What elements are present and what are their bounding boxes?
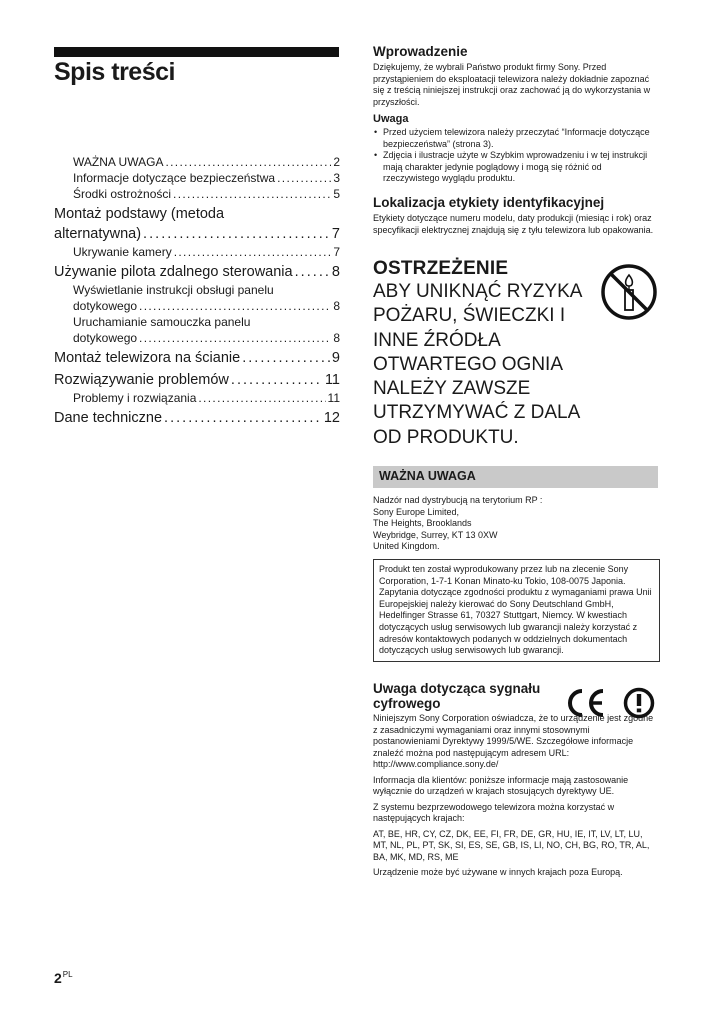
- digital-heading-line1: Uwaga dotycząca sygnału: [373, 681, 541, 696]
- toc-entry-label: alternatywna): [54, 226, 142, 242]
- distribution-address: [373, 495, 658, 553]
- warning-heading: OSTRZEŻENIE: [373, 258, 509, 279]
- toc-entry-label-line[interactable]: Montaż podstawy (metoda: [54, 206, 225, 222]
- table-of-contents: [54, 154, 340, 428]
- toc-entry-label: Montaż telewizora na ścianie: [54, 350, 241, 366]
- toc-entry-label: Środki ostrożności: [73, 187, 172, 201]
- toc-page-number: 7: [331, 226, 340, 242]
- address-line: Sony Europe Limited,: [373, 506, 460, 517]
- toc-entry-label: dotykowego: [73, 331, 138, 345]
- toc-entry[interactable]: [54, 330, 340, 346]
- toc-page-number: 2: [333, 155, 340, 169]
- toc-entry-label-line[interactable]: Uruchamianie samouczka panelu: [73, 315, 251, 329]
- country-list: AT, BE, HR, CY, CZ, DK, EE, FI, FR, DE, GR, HU, IE, IT, LV, LT, LU, MT, NL, PL, PT, SK, SI, ES, SE, GB, IS, LI, NO, CH, BG, RO, TR, AL, BA, MK, MD, RS, ME: [373, 828, 650, 862]
- toc-entry-label: Problemy i rozwiązania: [73, 391, 197, 405]
- warning-text: ABY UNIKNĄĆ RYZYKA POŻARU, ŚWIECZKI I INNE ŹRÓDŁA OTWARTEGO OGNIA NALEŻY ZAWSZE UTRZYMYWAĆ Z DALA OD PRODUKTU.: [373, 281, 582, 448]
- toc-leader: [165, 154, 331, 170]
- toc-entry-label: WAŻNA UWAGA: [73, 155, 164, 169]
- toc-leader: [143, 224, 330, 244]
- toc-leader: [295, 262, 330, 282]
- toc-entry[interactable]: [54, 370, 340, 390]
- label-location-heading: Lokalizacja etykiety identyfikacyjnej: [373, 195, 605, 210]
- note-heading: Uwaga: [373, 113, 409, 125]
- toc-leader: [231, 370, 323, 390]
- toc-page-number: 3: [333, 171, 340, 185]
- toc-leader: [139, 330, 331, 346]
- toc-page-number: 8: [331, 264, 340, 280]
- digital-signal-section: [373, 681, 658, 879]
- intro-text: Dziękujemy, że wybrali Państwo produkt firmy Sony. Przed przystąpieniem do eksploatacji telewizora należy dokładnie zapoznać się z treścią niniejszej instrukcji oraz zachować ją do wykorzystania w przyszłości.: [373, 62, 651, 107]
- important-bar: [373, 466, 658, 488]
- exclamation-circle-icon: [623, 687, 655, 719]
- toc-entry[interactable]: [54, 170, 340, 186]
- toc-entry-label: dotykowego: [73, 299, 138, 313]
- customer-info-text: Informacja dla klientów: poniższe informacje mają zastosowanie wyłącznie do urządzeń w krajach stosujących dyrektywy UE.: [373, 774, 629, 796]
- toc-entry[interactable]: [54, 408, 340, 428]
- digital-heading-line2: cyfrowego: [373, 696, 441, 711]
- toc-page-number: 12: [323, 410, 340, 426]
- toc-entry[interactable]: [54, 224, 340, 244]
- label-location-section: [373, 195, 658, 236]
- toc-leader: [174, 244, 332, 260]
- list-item: • Przed użyciem telewizora należy przeczytać “Informacje dotyczące bezpieczeństwa” (strona 3).: [383, 127, 658, 150]
- address-line: Weybridge, Surrey, KT 13 0XW: [373, 529, 498, 540]
- toc-page-number: 8: [333, 331, 340, 345]
- title-rule: [54, 47, 339, 57]
- compliance-text: Niniejszym Sony Corporation oświadcza, że to urządzenie jest zgodne z zasadniczymi wymaganiami oraz innymi stosownymi postanowieniami Dyrektywy 1999/5/WE. Szczegółowe informacje znaleźć można pod następującym adresem URL:: [373, 713, 654, 758]
- toc-entry-label: Rozwiązywanie problemów: [54, 372, 229, 388]
- label-location-text: Etykiety dotyczące numeru modelu, daty produkcji (miesiąc i rok) oraz specyfikacji elektrycznej znajdują się z tyłu telewizora lub opakowania.: [373, 213, 654, 235]
- toc-leader: [198, 390, 325, 406]
- ce-mark-icon: [565, 687, 607, 719]
- toc-entry-label: Informacje dotyczące bezpieczeństwa: [73, 171, 276, 185]
- no-candle-icon: [600, 263, 658, 321]
- page-number: [54, 970, 73, 986]
- toc-page-number: 8: [333, 299, 340, 313]
- toc-entry[interactable]: [54, 186, 340, 202]
- toc-page-number: 9: [331, 350, 340, 366]
- toc-entry-label-line[interactable]: Wyświetlanie instrukcji obsługi panelu: [73, 283, 274, 297]
- manufacturer-box: [373, 559, 660, 662]
- toc-entry-label: Dane techniczne: [54, 410, 163, 426]
- wireless-countries-intro: Z systemu bezprzewodowego telewizora można korzystać w następujących krajach:: [373, 801, 615, 823]
- toc-entry[interactable]: [54, 262, 340, 282]
- note-list: [373, 127, 658, 185]
- language-code: PL: [62, 970, 73, 979]
- outside-europe-text: Urządzenie może być używane w innych krajach poza Europą.: [373, 867, 623, 877]
- toc-leader: [164, 408, 322, 428]
- address-line: Nadzór nad dystrybucją na terytorium RP :: [373, 495, 543, 505]
- address-line: The Heights, Brooklands: [373, 518, 472, 528]
- toc-leader: [173, 186, 331, 202]
- toc-leader: [277, 170, 331, 186]
- intro-heading: Wprowadzenie: [373, 44, 468, 59]
- toc-page-number: 5: [333, 187, 340, 201]
- toc-entry[interactable]: [54, 244, 340, 260]
- toc-leader: [242, 348, 330, 368]
- page-title: Spis treści: [54, 58, 175, 86]
- toc-entry[interactable]: [54, 154, 340, 170]
- manufacturer-text: Produkt ten został wyprodukowany przez lub na zlecenie Sony Corporation, 1-7-1 Konan Minato-ku Tokio, 108-0075 Japonia. Zapytania dotyczące zgodności produktu z wymaganiami prawa Unii Europejskiej należy kierować do Sony Deutschland GmbH, Hedelfinger Strasse 61, 70327 Stuttgart, Niemcy. W kwestiach dotyczących usług serwisowych lub gwarancji należy korzystać z adresów kontaktowych podanych w oddzielnych dokumentach dotyczących usług serwisowych lub gwarancji.: [379, 564, 652, 656]
- compliance-url[interactable]: http://www.compliance.sony.de/: [373, 759, 499, 769]
- list-item: • Zdjęcia i ilustracje użyte w Szybkim wprowadzeniu i w tej instrukcji mają charakter jedynie poglądowy i mogą się różnić od rzeczywistego wyglądu produktu.: [383, 150, 658, 185]
- intro-section: [373, 44, 658, 185]
- toc-entry-label: Używanie pilota zdalnego sterowania: [54, 264, 293, 280]
- toc-entry[interactable]: [54, 348, 340, 368]
- toc-page-number: 11: [327, 391, 340, 405]
- toc-leader: [139, 298, 331, 314]
- toc-entry[interactable]: [54, 298, 340, 314]
- page-number-value: 2: [54, 970, 62, 986]
- address-line: United Kingdom.: [373, 541, 440, 551]
- toc-page-number: 7: [333, 245, 340, 259]
- important-heading: WAŻNA UWAGA: [379, 469, 476, 483]
- toc-entry[interactable]: [54, 390, 340, 406]
- toc-entry-label: Ukrywanie kamery: [73, 245, 172, 259]
- toc-page-number: 11: [324, 372, 340, 388]
